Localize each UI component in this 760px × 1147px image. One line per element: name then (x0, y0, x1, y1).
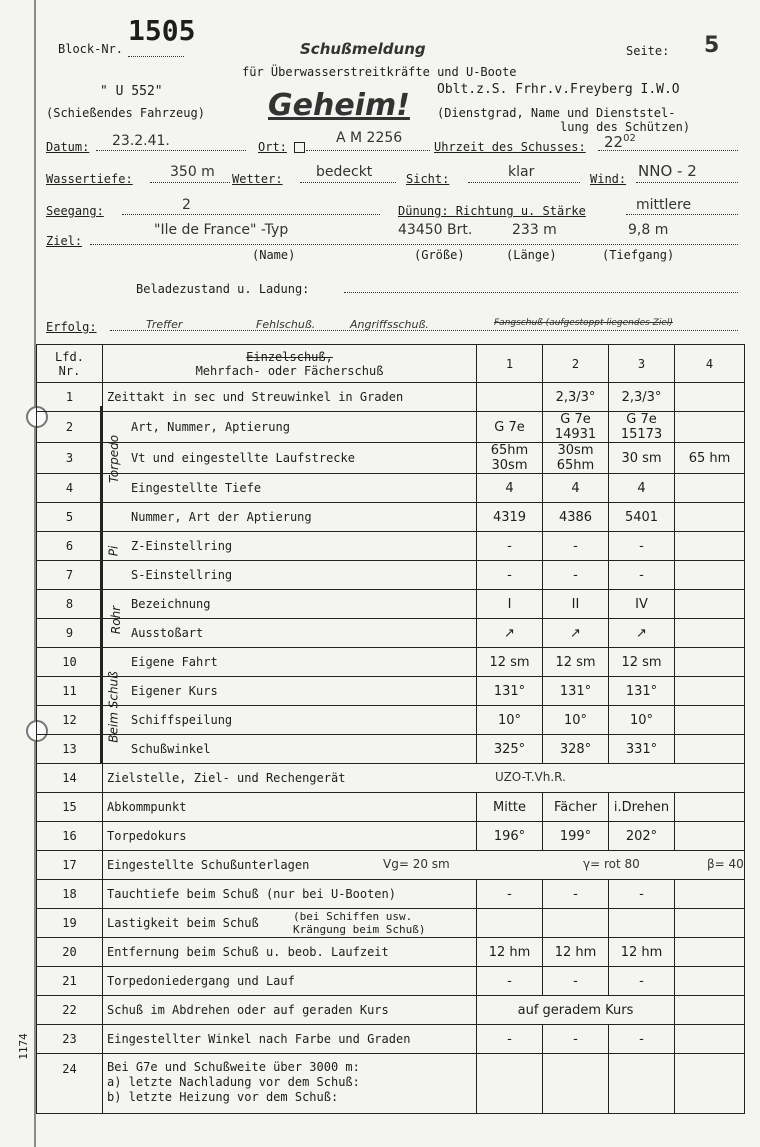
table-row (37, 967, 745, 996)
row-value-2: 12 hm (543, 938, 609, 967)
row-nr: 16 (37, 822, 103, 851)
row-value-4 (675, 412, 745, 443)
row-value-4 (675, 793, 745, 822)
table-row (37, 851, 745, 880)
row-value-3: 10° (609, 706, 675, 735)
row-value-2: - (543, 1025, 609, 1054)
row-value-1: Mitte (477, 793, 543, 822)
row-nr: 5 (37, 503, 103, 532)
row-value-3: 30 sm (609, 443, 675, 474)
row-label: Ausstoßart (103, 619, 477, 648)
group-beim-schuss-label: Beim Schuß (106, 671, 121, 743)
row-19-note: (bei Schiffen usw. Krängung beim Schuß) (293, 910, 426, 936)
table-row (37, 677, 745, 706)
row-24-cell: Bei G7e und Schußweite über 3000 m: a) letzte Nachladung vor dem Schuß: b) letzte Heizung vor dem Schuß: (103, 1054, 477, 1114)
row-value-1: - (477, 880, 543, 909)
sea-value: 2 (182, 197, 191, 213)
row-nr: 10 (37, 648, 103, 677)
row-value-2: G 7e 14931 (543, 412, 609, 443)
row-label: Schußwinkel (103, 735, 477, 764)
row-value-3: ↗ (609, 619, 675, 648)
officer-label-2: lung des Schützen) (560, 120, 691, 134)
margin-mark: 1174 (16, 1033, 30, 1060)
visibility-value: klar (508, 164, 535, 180)
row-value-3: - (609, 1025, 675, 1054)
place-line (306, 150, 430, 151)
table-row (37, 822, 745, 851)
table-row (37, 561, 745, 590)
row-nr: 6 (37, 532, 103, 561)
row-value-1: 196° (477, 822, 543, 851)
row-label: Tauchtiefe beim Schuß (nur bei U-Booten) (103, 880, 477, 909)
row-value-3: IV (609, 590, 675, 619)
row-nr: 17 (37, 851, 103, 880)
success-hit: Treffer (146, 318, 183, 331)
row-value-3: 202° (609, 822, 675, 851)
row-value-4 (675, 590, 745, 619)
row-nr: 18 (37, 880, 103, 909)
row-value-2: ↗ (543, 619, 609, 648)
row-value-2: - (543, 561, 609, 590)
row-value-3: 4 (609, 474, 675, 503)
row-nr: 13 (37, 735, 103, 764)
row-label: Torpedokurs (103, 822, 477, 851)
row-19-cell: Lastigkeit beim Schuß (bei Schiffen usw. Krängung beim Schuß) (103, 909, 477, 938)
officer-value: Oblt.z.S. Frhr.v.Freyberg I.W.O (437, 82, 680, 97)
row-value-2: - (543, 532, 609, 561)
row-value-3: 5401 (609, 503, 675, 532)
table-row (37, 1054, 745, 1114)
row-value-1: G 7e (477, 412, 543, 443)
visibility-label: Sicht: (406, 172, 450, 186)
target-length: 233 m (512, 222, 557, 238)
row-label: Z-Einstellring (103, 532, 477, 561)
table-row (37, 1025, 745, 1054)
row-label: Eigener Kurs (103, 677, 477, 706)
row-value-1: - (477, 967, 543, 996)
row-value-3: - (609, 532, 675, 561)
table-row (37, 383, 745, 412)
table-row (37, 619, 745, 648)
row-value-4 (675, 938, 745, 967)
block-number: 1505 (128, 14, 196, 47)
page-label: Seite: (626, 44, 670, 58)
row-value-2: 131° (543, 677, 609, 706)
row-nr: 22 (37, 996, 103, 1025)
date-line (96, 150, 246, 151)
row-22-label: Schuß im Abdrehen oder auf geraden Kurs (103, 996, 477, 1025)
table-row (37, 909, 745, 938)
table-row (37, 764, 745, 793)
row-value-3: - (609, 967, 675, 996)
swell-value: mittlere (636, 197, 692, 213)
row-value-2: 30sm 65hm (543, 443, 609, 474)
row-value-4 (675, 561, 745, 590)
row-value-2: 10° (543, 706, 609, 735)
row-value-3: 12 hm (609, 938, 675, 967)
row-nr: 21 (37, 967, 103, 996)
row-value-2: II (543, 590, 609, 619)
time-value: $22^{02}$ (604, 133, 636, 151)
target-label: Ziel: (46, 234, 83, 248)
date-value: 23.2.41. (112, 133, 170, 149)
row-value-3: G 7e 15173 (609, 412, 675, 443)
row-label: Eingestellte Tiefe (103, 474, 477, 503)
row-nr: 11 (37, 677, 103, 706)
row-value-1: - (477, 1025, 543, 1054)
col-1-header: 1 (477, 345, 543, 383)
row-nr: 9 (37, 619, 103, 648)
row-value-4 (675, 648, 745, 677)
row-nr: 23 (37, 1025, 103, 1054)
depth-line (150, 182, 230, 183)
row-nr: 19 (37, 909, 103, 938)
weather-label: Wetter: (232, 172, 283, 186)
row-label: Bezeichnung (103, 590, 477, 619)
row-value-2: 2,3/3° (543, 383, 609, 412)
draft-caption: (Tiefgang) (602, 248, 675, 262)
page-number: 5 (704, 33, 720, 58)
row-value-1: 12 hm (477, 938, 543, 967)
row-value-2: - (543, 880, 609, 909)
row-value-4 (675, 619, 745, 648)
col-3-header: 3 (609, 345, 675, 383)
row-17-beta: β= 40 (707, 857, 744, 871)
target-draft: 9,8 m (628, 222, 669, 238)
row-label: Entfernung beim Schuß u. beob. Laufzeit (103, 938, 477, 967)
row-value-1: - (477, 532, 543, 561)
table-header-row (37, 345, 745, 383)
row-value-3: - (609, 880, 675, 909)
row-value-3: 131° (609, 677, 675, 706)
row-nr: 24 (37, 1054, 103, 1114)
row-value-4 (675, 677, 745, 706)
table-row (37, 412, 745, 443)
table-row (37, 880, 745, 909)
row-nr: 14 (37, 764, 103, 793)
load-label: Beladezustand u. Ladung: (136, 282, 310, 296)
depth-value: 350 m (170, 164, 215, 180)
row-label: Torpedoniedergang und Lauf (103, 967, 477, 996)
wind-line (636, 182, 738, 183)
row-value-4 (675, 735, 745, 764)
table-row (37, 996, 745, 1025)
place-label: Ort: (258, 140, 287, 154)
col-desc-header: Einzelschuß, Mehrfach- oder Fächerschuß (103, 345, 477, 383)
row-label: Eigene Fahrt (103, 648, 477, 677)
row-value-4 (675, 503, 745, 532)
row-value-4: 65 hm (675, 443, 745, 474)
row-nr: 7 (37, 561, 103, 590)
row-nr: 12 (37, 706, 103, 735)
sea-label: Seegang: (46, 204, 104, 218)
wind-value: NNO - 2 (638, 162, 697, 180)
sea-line (122, 214, 380, 215)
row-value-3: i.Drehen (609, 793, 675, 822)
row-value-2: 328° (543, 735, 609, 764)
block-label: Block-Nr. (58, 42, 124, 56)
success-struck: Fangschuß (aufgestoppt liegendes Ziel) (494, 318, 673, 328)
row-22-value: auf geradem Kurs (477, 996, 675, 1025)
table-row (37, 938, 745, 967)
target-name: "Ile de France" -Typ (154, 222, 289, 238)
swell-line (626, 214, 738, 215)
vessel-label: (Schießendes Fahrzeug) (46, 106, 205, 120)
row-value-1: I (477, 590, 543, 619)
weather-line (300, 182, 396, 183)
secret-stamp: Geheim! (268, 88, 410, 123)
table-row (37, 503, 745, 532)
col-2-header: 2 (543, 345, 609, 383)
success-attack: Angriffsschuß. (350, 318, 429, 331)
row-nr: 3 (37, 443, 103, 474)
row-value-1: 131° (477, 677, 543, 706)
officer-label: (Dienstgrad, Name und Dienststel- (437, 106, 676, 120)
row-nr: 8 (37, 590, 103, 619)
load-line (344, 292, 738, 293)
length-caption: (Länge) (506, 248, 557, 262)
row-value-1: 4319 (477, 503, 543, 532)
size-caption: (Größe) (414, 248, 465, 262)
row-14-value: UZO-T.Vh.R. (495, 770, 566, 784)
row-value-2: 199° (543, 822, 609, 851)
row-value-4 (675, 822, 745, 851)
row-label: Nummer, Art der Aptierung (103, 503, 477, 532)
row-nr: 1 (37, 383, 103, 412)
row-value-4 (675, 474, 745, 503)
row-value-2: Fächer (543, 793, 609, 822)
row-value-2: - (543, 967, 609, 996)
row-nr: 2 (37, 412, 103, 443)
row-value-1: 65hm 30sm (477, 443, 543, 474)
row-nr: 4 (37, 474, 103, 503)
group-rohr-label: Rohr (109, 605, 124, 635)
group-divider (100, 406, 102, 764)
table-row (37, 474, 745, 503)
table-row (37, 443, 745, 474)
row-label: Vt und eingestellte Laufstrecke (103, 443, 477, 474)
vessel-value: " U 552" (100, 84, 163, 99)
block-dots (128, 48, 184, 57)
row-value-1: - (477, 561, 543, 590)
visibility-line (468, 182, 580, 183)
table-row (37, 532, 745, 561)
row-value-3: 331° (609, 735, 675, 764)
row-nr: 20 (37, 938, 103, 967)
row-value-3: 12 sm (609, 648, 675, 677)
row-value-2: 4386 (543, 503, 609, 532)
time-label: Uhrzeit des Schusses: (434, 140, 586, 154)
row-nr: 15 (37, 793, 103, 822)
name-caption: (Name) (252, 248, 296, 262)
table-row (37, 590, 745, 619)
success-label: Erfolg: (46, 320, 97, 334)
row-value-3: 2,3/3° (609, 383, 675, 412)
row-17-gamma: γ= rot 80 (583, 857, 640, 871)
row-value-4 (675, 880, 745, 909)
place-value: A M 2256 (336, 130, 403, 146)
group-torpedo-label: Torpedo (107, 434, 122, 484)
row-value-4 (675, 706, 745, 735)
row-17-v: Vg= 20 sm (383, 857, 450, 871)
table-row (37, 793, 745, 822)
row-label: Zeittakt in sec und Streuwinkel in Graden (103, 383, 477, 412)
report-table (36, 344, 745, 1114)
row-label: S-Einstellring (103, 561, 477, 590)
form-title: Schußmeldung (300, 40, 426, 58)
row-label: Eingestellter Winkel nach Farbe und Graden (103, 1025, 477, 1054)
table-row (37, 648, 745, 677)
depth-label: Wassertiefe: (46, 172, 133, 186)
table-row (37, 735, 745, 764)
row-value-1 (477, 383, 543, 412)
date-label: Datum: (46, 140, 90, 154)
wind-label: Wind: (590, 172, 627, 186)
row-value-4 (675, 383, 745, 412)
row-14-cell: Zielstelle, Ziel- und Rechengerät UZO-T.Vh.R. (103, 764, 745, 793)
target-line (90, 244, 738, 245)
row-17-cell: Eingestellte Schußunterlagen Vg= 20 sm γ= rot 80 β= 40 (103, 851, 745, 880)
row-value-1: ↗ (477, 619, 543, 648)
row-value-3: - (609, 561, 675, 590)
row-value-1: 325° (477, 735, 543, 764)
row-value-1: 4 (477, 474, 543, 503)
place-checkbox (294, 142, 305, 153)
time-line (598, 150, 738, 151)
col-4-header: 4 (675, 345, 745, 383)
weather-value: bedeckt (316, 164, 373, 180)
row-value-1: 10° (477, 706, 543, 735)
group-pi-label: Pi (106, 545, 121, 557)
col-nr-header: Lfd. Nr. (37, 345, 103, 383)
row-value-4 (675, 532, 745, 561)
row-value-4 (675, 1025, 745, 1054)
row-value-1: 12 sm (477, 648, 543, 677)
row-label: Schiffspeilung (103, 706, 477, 735)
success-miss: Fehlschuß. (256, 318, 316, 331)
row-label: Art, Nummer, Aptierung (103, 412, 477, 443)
swell-label: Dünung: Richtung u. Stärke (398, 204, 586, 218)
target-size: 43450 Brt. (398, 222, 473, 238)
row-value-2: 4 (543, 474, 609, 503)
row-value-4 (675, 967, 745, 996)
table-row (37, 706, 745, 735)
row-value-2: 12 sm (543, 648, 609, 677)
row-label: Abkommpunkt (103, 793, 477, 822)
form-subtitle: für Überwasserstreitkräfte und U-Boote (242, 65, 517, 79)
